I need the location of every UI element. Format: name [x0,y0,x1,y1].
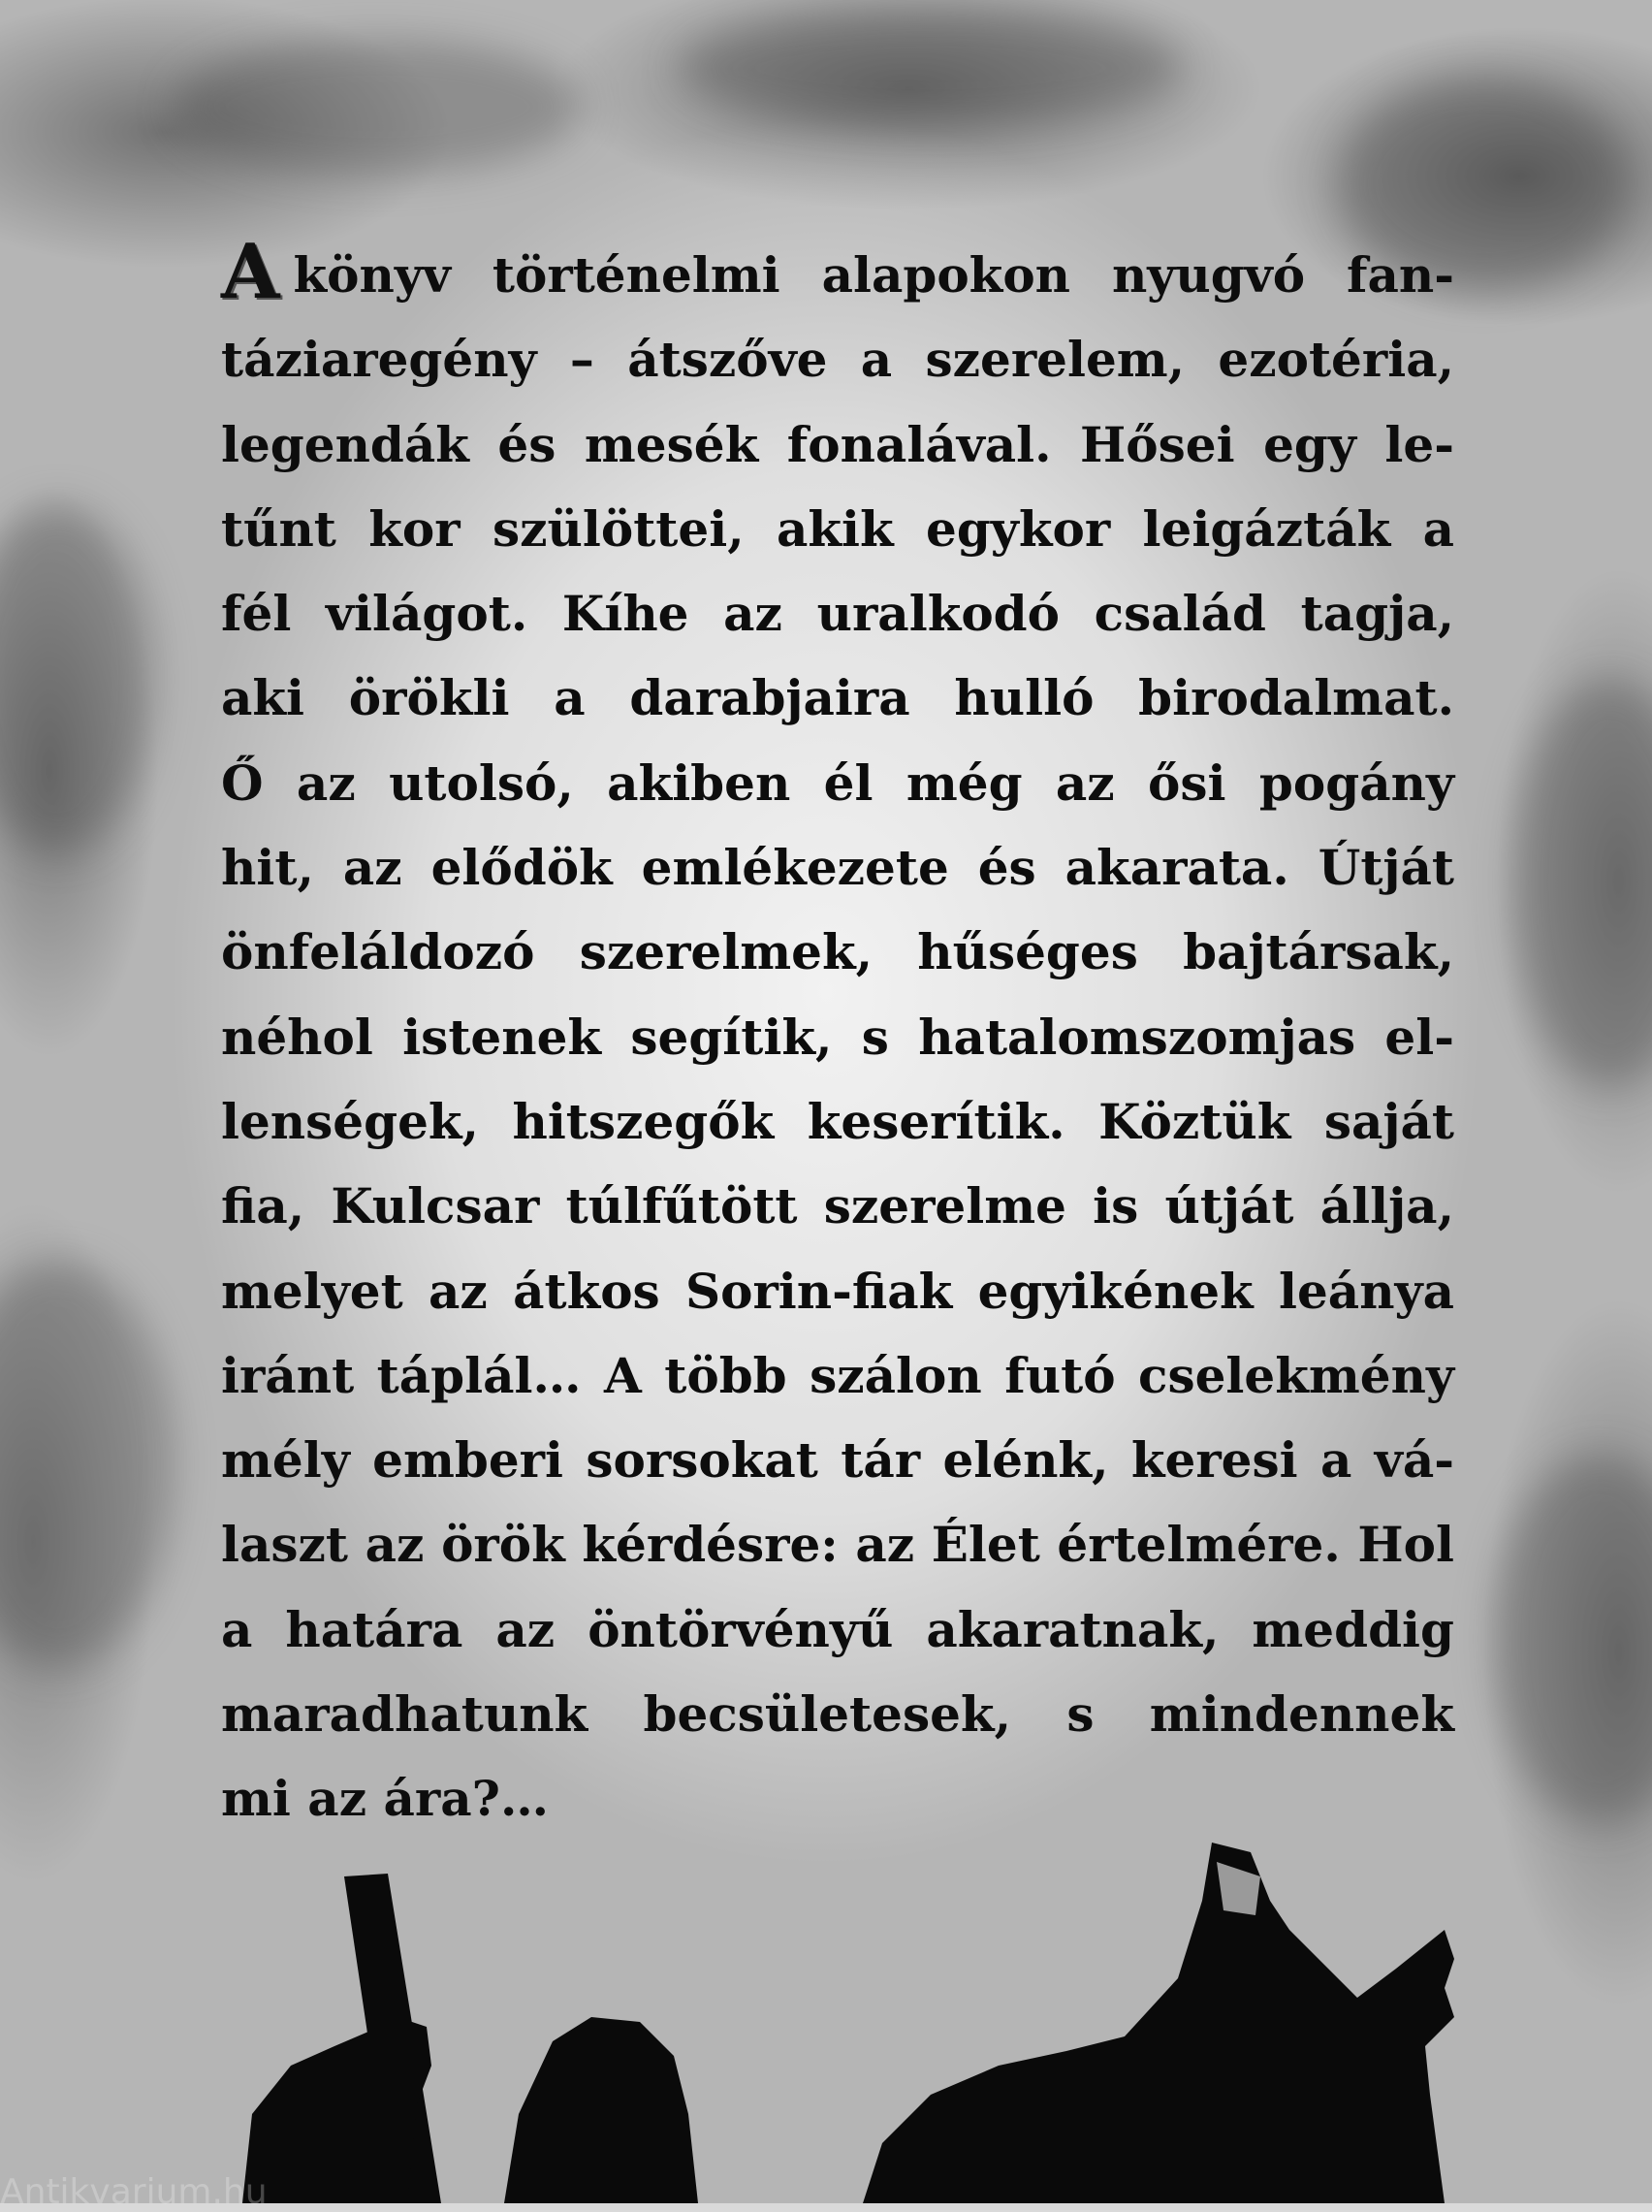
blurb-line: aki örökli a darabjaira hulló birodalmat. [221,669,1454,727]
blurb-line: iránt táplál… A több szálon futó cselekmény [221,1346,1454,1404]
blurb-line: tűnt kor szülöttei, akik egykor leigázták a [221,499,1454,558]
blurb-line: lenségek, hitszegők keserítik. Köztük saját [221,1092,1454,1150]
blurb-line: fia, Kulcsar túlfűtött szerelme is útját állja, [221,1177,1454,1235]
back-cover-blurb [221,228,1454,1842]
blurb-line: önfeláldozó szerelmek, hűséges bajtársak, [221,923,1454,981]
blurb-line: mi az ára?… [221,1770,549,1828]
middle-figure-silhouette [504,2017,698,2203]
cloud-blot [175,39,582,175]
blurb-line: fél világot. Kíhe az uralkodó család tagja, [221,585,1454,643]
left-figure-silhouette [242,2017,431,2203]
blurb-line: laszt az örök kérdésre: az Élet értelmére. Hol [221,1516,1454,1574]
blurb-line: Akönyv történelmi alapokon nyugvó fan- [221,228,1454,316]
blurb-line: mély emberi sorsokat tár elénk, keresi a vá- [221,1431,1454,1490]
blurb-line: a határa az öntörvényű akaratnak, meddig [221,1600,1454,1658]
drop-cap: A [221,228,280,316]
blurb-line: hit, az elődök emlékezete és akarata. Útját [221,839,1454,897]
watermark: Antikvarium.hu [0,2172,268,2212]
cloud-blot [679,10,1183,126]
blurb-line: legendák és mesék fonalával. Hősei egy le- [221,415,1454,473]
warriors-silhouette [0,1823,1652,2203]
blurb-line: néhol istenek segítik, s hatalomszomjas el- [221,1008,1454,1066]
blurb-line: melyet az átkos Sorin-fiak egyikének leánya [221,1262,1454,1320]
right-figure-silhouette [863,1843,1454,2203]
blurb-line: Ő az utolsó, akiben él még az ősi pogány [221,753,1454,812]
blurb-line: táziaregény – átszőve a szerelem, ezotéria, [221,331,1454,389]
blurb-line: maradhatunk becsületesek, s mindennek [221,1685,1454,1744]
